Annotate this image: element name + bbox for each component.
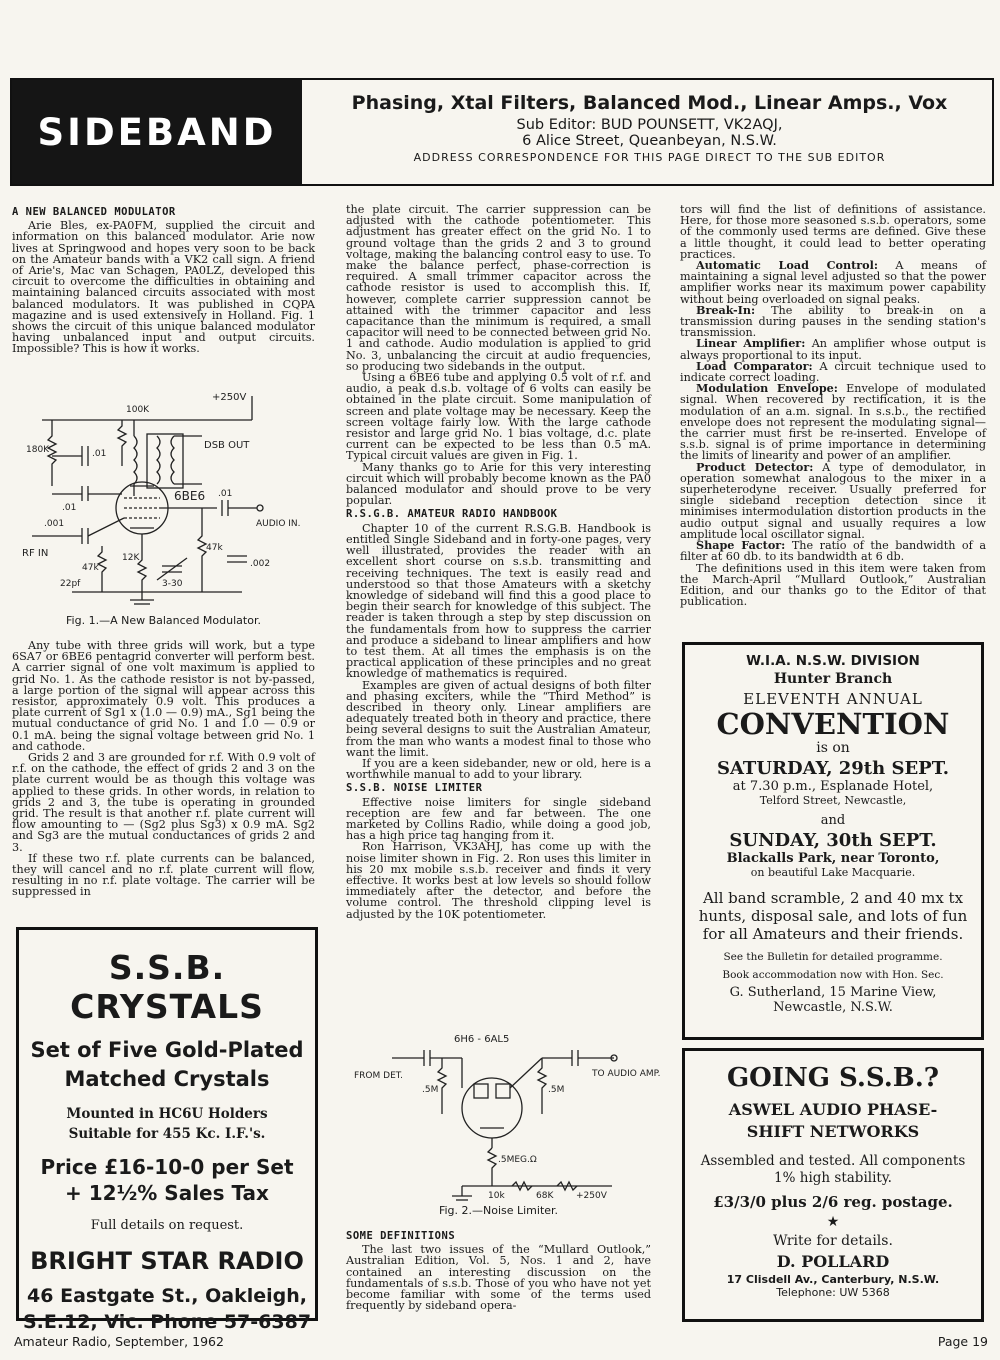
definition-item [680, 338, 986, 360]
fig1-label: 22pf [60, 579, 81, 589]
definition-term: Break-In: [696, 302, 756, 317]
fig1-label: +250V [212, 392, 247, 403]
footer-publication: Amateur Radio, September, 1962 [14, 1334, 224, 1349]
ad-going-ssb [682, 1048, 984, 1322]
article-heading: SOME DEFINITIONS [346, 1230, 456, 1242]
ad-price: Price £16-10-0 per Set [40, 1155, 294, 1179]
article-heading: R.S.G.B. AMATEUR RADIO HANDBOOK [346, 508, 558, 521]
definition-term: Modulation Envelope: [696, 381, 838, 396]
paragraph: If these two r.f. plate currents can be balanced, they will cancel and no r.f. plate current will flow, resulting in no r.f. plate voltage. The carrier will be suppressed in [12, 851, 315, 899]
definition-item [680, 383, 986, 461]
definition-text: A type of demodulator, in operation somewhat analogous to the mixer in a superheterodyne receiver. Usually preferred for single sideband reception detection since it minimises intermodulation distortion products in the audio output signal and usually requires a low amplitude local oscillator signal. [680, 460, 986, 541]
ad-company: BRIGHT STAR RADIO [30, 1247, 304, 1275]
ad-address: 46 Eastgate St., Oakleigh, [27, 1285, 307, 1307]
header-note: ADDRESS CORRESPONDENCE FOR THIS PAGE DIRECT TO THE SUB EDITOR [413, 151, 886, 164]
ad-bulletin: See the Bulletin for detailed programme. [723, 951, 943, 963]
ad-org: W.I.A. N.S.W. DIVISION [746, 653, 920, 669]
ad-book: Book accommodation now with Hon. Sec. [722, 969, 944, 981]
ad-is-on: is on [816, 740, 850, 756]
fig1-label: 47k [206, 543, 223, 553]
fig1-label: .01 [62, 503, 77, 513]
definition-term: Product Detector: [696, 459, 814, 474]
definition-item [680, 260, 986, 305]
column-1-bottom [12, 640, 315, 916]
ad-write: Write for details. [773, 1233, 893, 1249]
ad-tax: + 12½% Sales Tax [65, 1181, 269, 1205]
definition-text: A means of maintaining a signal level adjusted so that the power amplifier works near its maximum power capability without being overloaded on signal peaks. [680, 259, 986, 306]
definition-item [680, 358, 986, 385]
ad-address: S.E.12, Vic. Phone 57-6387 [22, 1311, 312, 1333]
ad-address: 17 Clisdell Av., Canterbury, N.S.W. [726, 1273, 940, 1286]
ad-line: Matched Crystals [64, 1067, 270, 1091]
fig2-label: 10k [488, 1191, 505, 1201]
ad-annual: ELEVENTH ANNUAL [743, 690, 923, 708]
fig2-label: TO AUDIO AMP. [592, 1069, 661, 1079]
ad-description: Assembled and tested. All components 1% high stability. [700, 1153, 966, 1186]
article-heading: S.S.B. NOISE LIMITER [346, 782, 483, 795]
fig2-label: .5M [422, 1085, 439, 1095]
header-topics: Phasing, Xtal Filters, Balanced Mod., Linear Amps., Vox [351, 92, 948, 114]
column-2-bottom [346, 1228, 651, 1324]
paragraph: Effective noise limiters for single sideband reception are few and far between. The one marketed by Collins Radio, while doing a good job, has a high price tag hanging from it. [346, 795, 651, 843]
definition-text: The ratio of the bandwidth of a filter at 60 db. to its bandwidth at 6 db. [680, 539, 986, 564]
ad-and: and [820, 813, 846, 828]
fig1-label: 6BE6 [174, 489, 206, 503]
fig2-label: +250V [576, 1191, 607, 1201]
ad-price: £3/3/0 plus 2/6 reg. postage. [713, 1193, 953, 1211]
ad-line: Suitable for 455 Kc. I.F.'s. [68, 1126, 266, 1142]
ad-title: GOING S.S.B.? [726, 1063, 940, 1093]
fig1-label: DSB OUT [204, 440, 250, 451]
fig1-label: .01 [92, 449, 107, 459]
column-3-top [680, 204, 986, 624]
paragraph: The last two issues of the “Mullard Outlook,” Australian Edition, Vol. 5, Nos. 1 and 2, have contained an interesting discussion on the fundamentals of s.s.b. Those of you who have not yet become familiar with some of the terms used frequently by sideband opera- [346, 1243, 651, 1313]
ad-contact: G. Sutherland, 15 Marine View, [729, 985, 937, 1000]
ad-convention [682, 642, 984, 1040]
fig1-label: 180K [26, 445, 50, 455]
fig1-label: 3-30 [162, 579, 183, 589]
section-title: SIDEBAND [12, 80, 302, 184]
fig1-label: 47k [82, 563, 99, 573]
header-text [307, 92, 992, 164]
column-2-top [346, 204, 651, 1030]
header-editor: Sub Editor: BUD POUNSETT, VK2AQJ, [516, 117, 783, 133]
fig2-circuit-diagram [352, 1028, 661, 1203]
paragraph: Chapter 10 of the current R.S.G.B. Handbook is entitled Single Sideband and in forty-one pages, very well illustrated, provides the reader with an excellent short course on s.s.b. transmitting and receiving techniques. The text is easily read and understood so that those Amateurs with a sketchy knowledge of sideband will find this a good place to begin their search for knowledge of this subject. The reader is taken through a step by step discussion on the fundamentals from how to suppress the carrier and produce a sideband to linear amplifiers and how to test them. At all times the emphasis is on the practical application of these principles and no great knowledge of mathematics is required. [346, 521, 651, 681]
paragraph: Any tube with three grids will work, but a type 6SA7 or 6BE6 pentagrid converter will perform best. A carrier signal of one volt maximum is applied to grid No. 1. As the cathode resistor is not by-passed, a large portion of the signal will appear across this resistor, approximately 0.9 volt. This produces a plate current of Sg1 x (1.0 — 0.9) mA., Sg1 being the mutual conductance of grid No. 1 and 1.0 — 0.9 or 0.1 mA. being the signal voltage between grid No. 1 and cathode. [12, 639, 315, 753]
definition-item [680, 302, 986, 340]
footer-page-number: Page 19 [937, 1334, 988, 1349]
paragraph: the plate circuit. The carrier suppression can be adjusted with the cathode potentiometer. This adjustment has greater effect on the grid No. 1 to ground voltage than the grids 2 and 3 to ground voltage, making the balancing control easy to use. To make the balance perfect, phase-correction is required. A small trimmer capacitor across the cathode resistor is used to accomplish this. If, however, complete carrier suppression cannot be attained with the trimmer capacitor and less capacitance than the minimum is required, a small capacitor will need to be connected between grid No. 1 and cathode. Audio modulation is applied to grid No. 3, unbalancing the circuit at audio frequencies, so producing two sidebands in the output. [346, 203, 651, 373]
paragraph: Arie Bles, ex-PA0FM, supplied the circuit and information on this balanced modulator. Arie now lives at Springwood and hopes very soon to be back on the Amateur bands with a VK2 call sign. A friend of Arie's, Mac van Schagen, PA0LZ, developed this circuit to overcome the difficulties in obtaining and maintaining balanced circuits associated with most balanced modulators. It was published in CQPA magazine and is used extensively in Holland. Fig. 1 shows the circuit of this unique balanced modulator having unbalanced input and output circuits. Impossible? This is how it works. [12, 219, 315, 356]
ad-name: D. POLLARD [776, 1252, 890, 1271]
ad-title: S.S.B. CRYSTALS [70, 948, 264, 1026]
paragraph: Examples are given of actual designs of both filter and phasing exciters, while the “Third Method” is described in theory only. Linear amplifiers are adequately treated both in theory and practice, there being several designs to suit the Australian Amateur, from the man who wants a modest final to those who want the limit. [346, 678, 651, 759]
ad-line: ASWEL AUDIO PHASE- [728, 1100, 938, 1119]
fig2-label: FROM DET. [354, 1071, 404, 1081]
ad-contact: Newcastle, N.S.W. [773, 1000, 893, 1015]
definition-term: Linear Amplifier: [696, 336, 806, 351]
ad-time: at 7.30 p.m., Esplanade Hotel, [732, 779, 934, 794]
definition-term: Shape Factor: [696, 538, 786, 553]
ad-venue: Blackalls Park, near Toronto, [726, 851, 940, 866]
fig1-label: .01 [218, 489, 233, 499]
ad-date: SUNDAY, 30th SEPT. [729, 830, 937, 851]
paragraph: The definitions used in this item were taken from the March-April “Mullard Outlook,” Australian Edition, and our thanks go to the Editor of that publication. [680, 561, 986, 609]
article-heading: A NEW BALANCED MODULATOR [12, 206, 176, 218]
ad-venue: on beautiful Lake Macquarie. [750, 866, 916, 879]
fig1-label: AUDIO IN. [256, 519, 301, 529]
ad-line: Mounted in HC6U Holders [66, 1106, 268, 1122]
definition-text: The ability to break-in on a transmission during pauses in the sending station's transmission. [680, 303, 986, 340]
fig1-label: RF IN [22, 548, 49, 559]
header-address: 6 Alice Street, Queanbeyan, N.S.W. [522, 133, 777, 149]
definition-text: An amplifier whose output is always proportional to its input. [680, 337, 986, 362]
fig1-label: 12K [122, 553, 140, 563]
ad-line: SHIFT NETWORKS [746, 1122, 920, 1141]
ad-title: CONVENTION [716, 707, 950, 741]
definition-text: Envelope of modulated signal. When recovered by rectification, it is the modulation of an a.m. signal. In s.s.b., the rectified envelope does not represent the modulating signal—the carrier must first be re-inserted. Envelope of s.s.b. signal is of prime importance in determining the limits of linearity and power of an amplifier. [680, 382, 986, 463]
definition-term: Load Comparator: [696, 358, 813, 373]
fig2-label: .5MEG.Ω [498, 1155, 537, 1165]
ad-phone: Telephone: UW 5368 [776, 1286, 890, 1299]
star-icon: ★ [826, 1214, 840, 1230]
definition-item [680, 459, 986, 541]
ad-date: SATURDAY, 29th SEPT. [716, 758, 950, 779]
ad-details: Full details on request. [90, 1218, 244, 1233]
ad-ssb-crystals [16, 927, 318, 1333]
ad-line: Set of Five Gold-Plated [30, 1038, 304, 1062]
fig1-label: .002 [250, 559, 271, 569]
ad-venue: Telford Street, Newcastle, [759, 794, 907, 807]
fig2-label: .5M [548, 1085, 565, 1095]
fig1-caption: Fig. 1.—A New Balanced Modulator. [66, 614, 261, 627]
paragraph: Using a 6BE6 tube and applying 0.5 volt of r.f. and audio, a peak d.s.b. voltage of 6 volts can easily be obtained in the plate circuit. Some manipulation of screen and plate voltage may be necessary. Keep the screen voltage fairly low. With the large cathode resistor and large grid No. 1 bias voltage, d.c. plate current can be expected to be less than 0.5 mA. Typical circuit values are given in Fig. 1. [346, 371, 651, 463]
paragraph: Ron Harrison, VK3AHJ, has come up with the noise limiter shown in Fig. 2. Ron uses this limiter in his 20 mx mobile s.s.b. receiver and finds it very effective. It works best at low levels so should follow immediately after the detector, and before the volume control. The threshold clipping level is adjusted by the 10K potentiometer. [346, 840, 651, 921]
definition-term: Automatic Load Control: [696, 258, 879, 273]
fig2-caption: Fig. 2.—Noise Limiter. [438, 1204, 559, 1217]
section-header [10, 78, 994, 186]
fig2-label: 6H6 - 6AL5 [454, 1034, 510, 1045]
fig1-label: .001 [44, 519, 65, 529]
paragraph: Many thanks go to Arie for this very interesting circuit which will probably become known as the PA0 balanced modulator and should prove to be very popular. [346, 460, 651, 508]
fig1-label: 100K [126, 405, 150, 415]
definition-item [680, 540, 986, 562]
paragraph: Grids 2 and 3 are grounded for r.f. With 0.9 volt of r.f. on the cathode, the effect of grids 2 and 3 on the plate current would be as though this voltage was applied to these grids. In other words, in relation to grids 2 and 3, the tube is operating in grounded grid. The result is that another r.f. plate current will flow amounting to — (Sg2 plus Sg3) x 0.9 mA. Sg2 and Sg3 are the mutual conductances of grids 2 and 3. [12, 751, 315, 854]
fig2-label: 68K [536, 1191, 554, 1201]
definition-text: A circuit technique used to indicate correct loading. [680, 359, 986, 385]
paragraph: If you are a keen sidebander, new or old, here is a worthwhile manual to add to your library. [346, 756, 651, 782]
paragraph: tors will find the list of definitions of assistance. Here, for those more seasoned s.s.b. operators, some of the commonly used terms are defined. Give these a little thought, it could lead to better operating practices. [680, 203, 986, 261]
column-1-top [12, 204, 315, 376]
ad-branch: Hunter Branch [773, 671, 893, 687]
fig1-circuit-diagram [22, 386, 312, 612]
ad-description: All band scramble, 2 and 40 mx tx hunts, disposal sale, and lots of fun for all Amateurs and their friends. [698, 889, 968, 943]
